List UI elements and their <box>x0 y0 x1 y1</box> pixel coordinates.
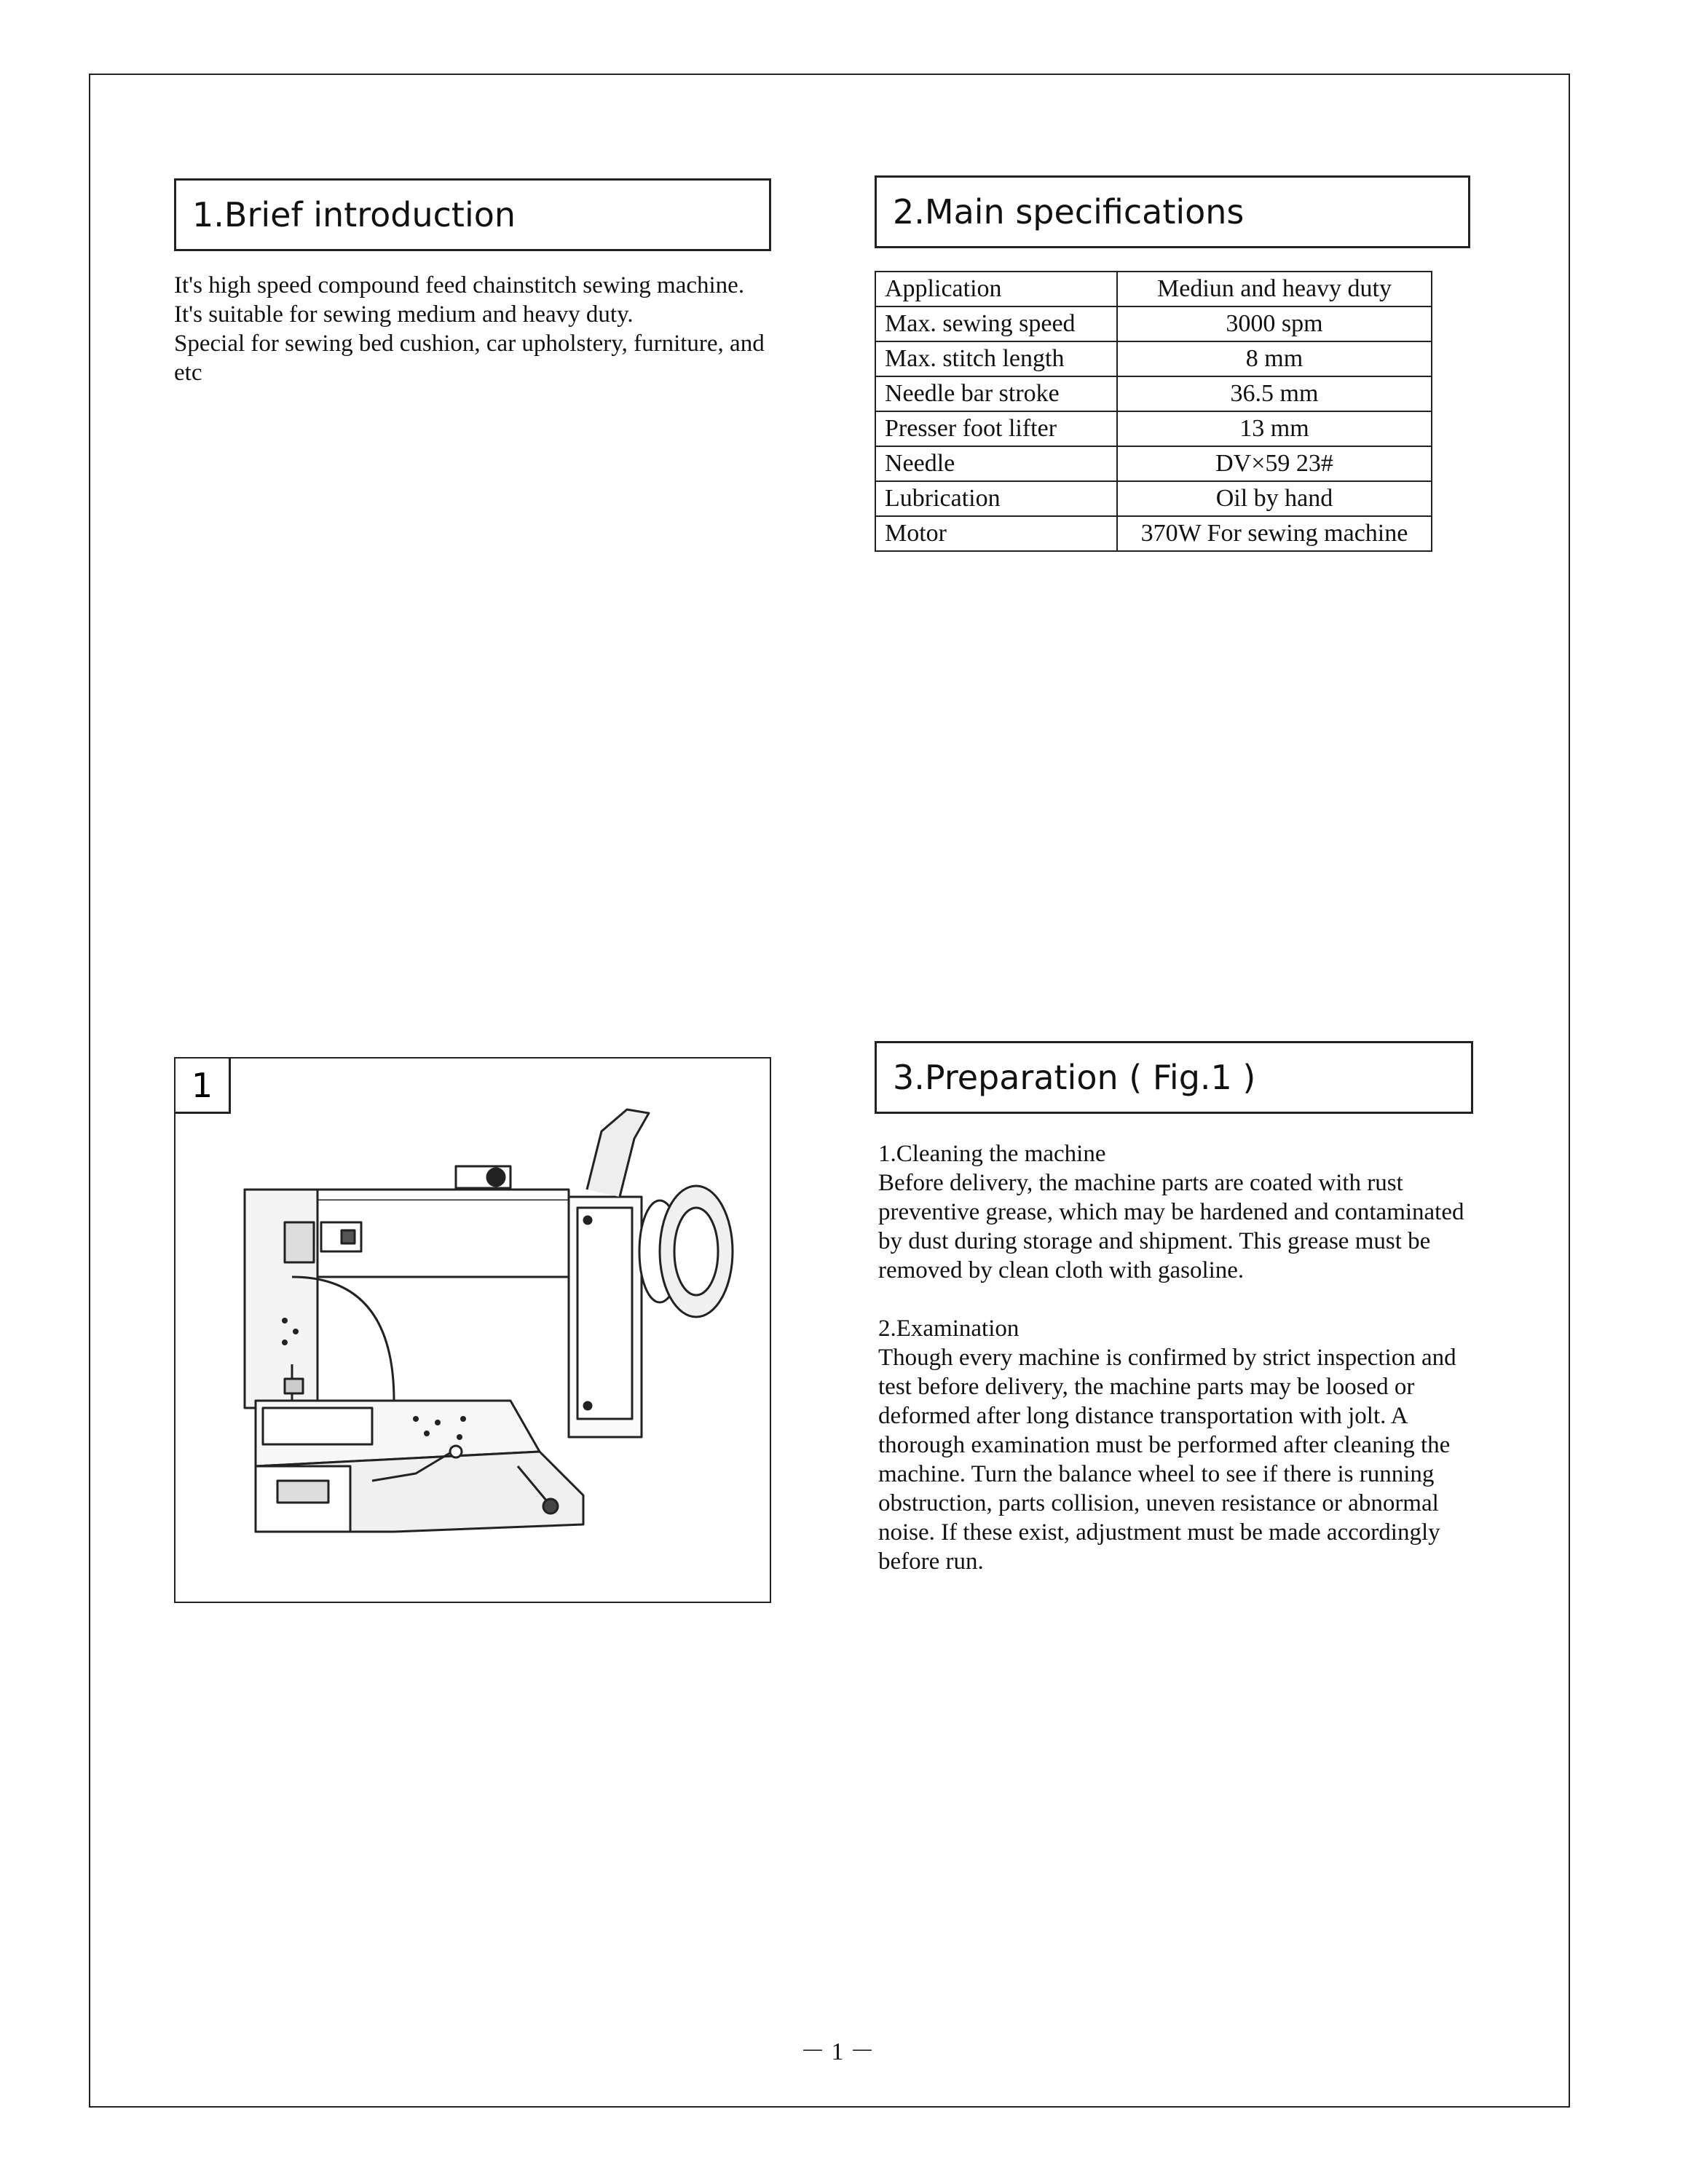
table-row <box>875 481 1432 516</box>
spec-label: Motor <box>875 516 1117 551</box>
preparation-text <box>878 1139 1475 1576</box>
spec-label: Application <box>875 272 1117 306</box>
intro-paragraph-2: Special for sewing bed cushion, car upholstery, furniture, and etc <box>174 331 765 386</box>
spec-label: Needle <box>875 446 1117 481</box>
spec-label: Lubrication <box>875 481 1117 516</box>
brief-introduction-heading: 1.Brief introduction <box>174 178 771 251</box>
spec-value: Mediun and heavy duty <box>1117 272 1432 306</box>
spec-value: 36.5 mm <box>1117 376 1432 411</box>
preparation-heading: 3.Preparation ( Fig.1 ) <box>875 1041 1473 1114</box>
page-number: － 1 － <box>800 2038 875 2065</box>
table-row <box>875 516 1432 551</box>
spec-label: Needle bar stroke <box>875 376 1117 411</box>
intro-paragraph-1: It's high speed compound feed chainstitch sewing machine. It's suitable for sewing medium and heavy duty. <box>174 272 745 328</box>
spec-value: 8 mm <box>1117 341 1432 376</box>
spec-label: Presser foot lifter <box>875 411 1117 446</box>
table-row <box>875 446 1432 481</box>
cleaning-text: Before delivery, the machine parts are coated with rust preventive grease, which may be hardened and contaminated by dust during storage and shipment. This grease must be removed by clean cloth with gasoline. <box>878 1170 1464 1283</box>
sewing-machine-illustration <box>175 1059 773 1605</box>
spec-value: 3000 spm <box>1117 306 1432 341</box>
spec-label: Max. stitch length <box>875 341 1117 376</box>
examination-heading: 2.Examination <box>878 1315 1019 1342</box>
table-row <box>875 411 1432 446</box>
spec-value: 13 mm <box>1117 411 1432 446</box>
table-row <box>875 272 1432 306</box>
spec-value: Oil by hand <box>1117 481 1432 516</box>
cleaning-heading: 1.Cleaning the machine <box>878 1141 1106 1167</box>
main-specifications-heading: 2.Main specifications <box>875 175 1470 248</box>
table-row <box>875 341 1432 376</box>
table-row <box>875 376 1432 411</box>
spec-label: Max. sewing speed <box>875 306 1117 341</box>
spec-value: DV×59 23# <box>1117 446 1432 481</box>
figure-number: 1 <box>175 1059 231 1114</box>
table-row <box>875 306 1432 341</box>
spec-value: 370W For sewing machine <box>1117 516 1432 551</box>
specifications-table <box>875 271 1432 552</box>
examination-text: Though every machine is confirmed by strict inspection and test before delivery, the machine parts may be loosed or deformed after long distance transportation with jolt. A thorough examination must be performed after cleaning the machine. Turn the balance wheel to see if there is running obstruction, parts collision, uneven resistance or abnormal noise. If these exist, adjustment must be made accordingly before run. <box>878 1345 1456 1575</box>
figure-1 <box>174 1057 771 1603</box>
brief-introduction-text <box>174 271 771 387</box>
